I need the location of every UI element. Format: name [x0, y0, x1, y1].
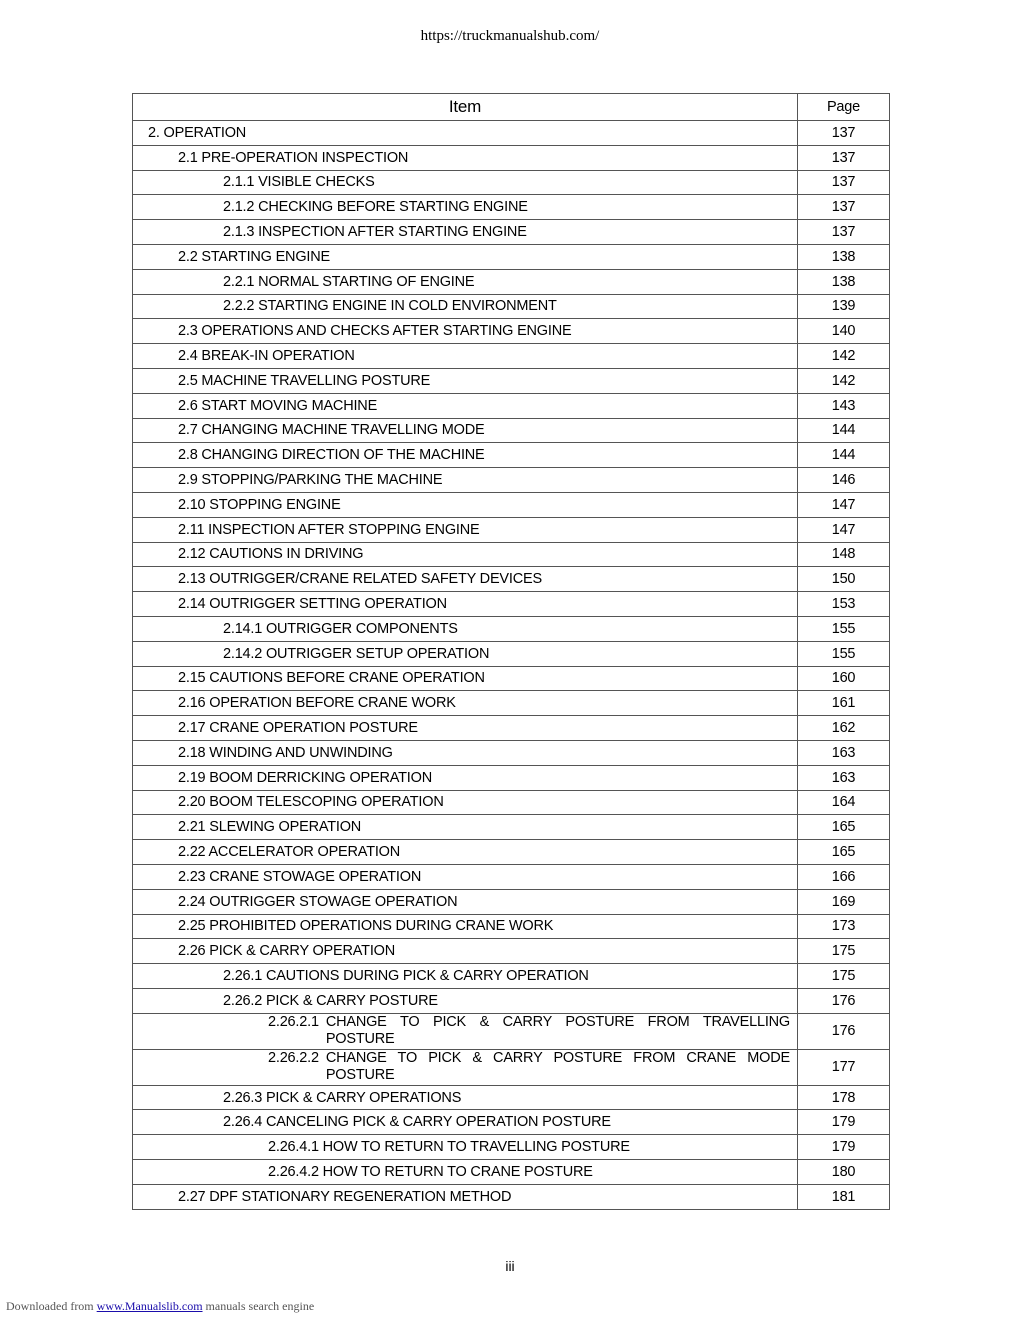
toc-page: 166 — [798, 864, 890, 889]
toc-row — [133, 840, 890, 865]
toc-page: 181 — [798, 1184, 890, 1209]
toc-row — [133, 616, 890, 641]
toc-row — [133, 964, 890, 989]
toc-item: 2.2 STARTING ENGINE — [133, 244, 798, 269]
toc-row — [133, 368, 890, 393]
toc-row — [133, 1184, 890, 1209]
toc-item: 2.26.1 CAUTIONS DURING PICK & CARRY OPERATION — [133, 964, 798, 989]
toc-page: 143 — [798, 393, 890, 418]
toc-item — [133, 1013, 798, 1049]
toc-row — [133, 170, 890, 195]
toc-page: 138 — [798, 244, 890, 269]
toc-row — [133, 740, 890, 765]
toc-row — [133, 716, 890, 741]
toc-item: 2.8 CHANGING DIRECTION OF THE MACHINE — [133, 443, 798, 468]
toc-page: 176 — [798, 988, 890, 1013]
toc-item: 2.17 CRANE OPERATION POSTURE — [133, 716, 798, 741]
toc-row — [133, 1049, 890, 1085]
toc-row — [133, 145, 890, 170]
page-number: iii — [505, 1258, 515, 1274]
toc-page: 175 — [798, 964, 890, 989]
toc-page: 161 — [798, 691, 890, 716]
toc-row — [133, 443, 890, 468]
toc-row — [133, 220, 890, 245]
toc-body — [133, 121, 890, 1210]
toc-row — [133, 567, 890, 592]
toc-page: 176 — [798, 1013, 890, 1049]
toc-row — [133, 864, 890, 889]
toc-item — [133, 1049, 798, 1085]
toc-row — [133, 517, 890, 542]
toc-item-number: 2.26.2.1 — [268, 1014, 319, 1031]
page-column-header: Page — [798, 94, 890, 121]
toc-item: 2.23 CRANE STOWAGE OPERATION — [133, 864, 798, 889]
toc-row — [133, 592, 890, 617]
toc-row — [133, 195, 890, 220]
toc-page: 165 — [798, 815, 890, 840]
toc-item: 2.1 PRE-OPERATION INSPECTION — [133, 145, 798, 170]
download-suffix: manuals search engine — [205, 1299, 315, 1313]
toc-row — [133, 988, 890, 1013]
toc-item: 2.5 MACHINE TRAVELLING POSTURE — [133, 368, 798, 393]
toc-row — [133, 1013, 890, 1049]
toc-item: 2.13 OUTRIGGER/CRANE RELATED SAFETY DEVICES — [133, 567, 798, 592]
header-url: https://truckmanualshub.com/ — [420, 28, 600, 44]
toc-page: 137 — [798, 170, 890, 195]
download-notice — [6, 1299, 314, 1314]
toc-item: 2.1.1 VISIBLE CHECKS — [133, 170, 798, 195]
toc-row — [133, 121, 890, 146]
toc-row — [133, 914, 890, 939]
toc-item: 2.4 BREAK-IN OPERATION — [133, 344, 798, 369]
toc-row — [133, 691, 890, 716]
toc-row — [133, 244, 890, 269]
toc-item: 2.20 BOOM TELESCOPING OPERATION — [133, 790, 798, 815]
toc-page: 142 — [798, 368, 890, 393]
toc-page: 138 — [798, 269, 890, 294]
toc-item-line1: CHANGE TO PICK & CARRY POSTURE FROM TRAVELLING — [325, 1014, 790, 1031]
toc-page: 140 — [798, 319, 890, 344]
toc-page: 177 — [798, 1049, 890, 1085]
toc-row — [133, 542, 890, 567]
toc-page: 179 — [798, 1135, 890, 1160]
toc-item: 2.11 INSPECTION AFTER STOPPING ENGINE — [133, 517, 798, 542]
toc-row — [133, 294, 890, 319]
toc-row — [133, 418, 890, 443]
toc-item: 2.2.2 STARTING ENGINE IN COLD ENVIRONMENT — [133, 294, 798, 319]
toc-item-wrapped — [268, 1014, 790, 1048]
toc-row — [133, 269, 890, 294]
toc-item: 2.25 PROHIBITED OPERATIONS DURING CRANE WORK — [133, 914, 798, 939]
toc-row — [133, 765, 890, 790]
toc-row — [133, 1110, 890, 1135]
toc-item-line2: POSTURE — [325, 1067, 395, 1084]
manualslib-link[interactable]: www.Manualslib.com — [96, 1299, 203, 1313]
toc-page: 147 — [798, 517, 890, 542]
toc-row — [133, 393, 890, 418]
toc-item: 2.3 OPERATIONS AND CHECKS AFTER STARTING ENGINE — [133, 319, 798, 344]
toc-item: 2.14 OUTRIGGER SETTING OPERATION — [133, 592, 798, 617]
toc-item: 2.22 ACCELERATOR OPERATION — [133, 840, 798, 865]
toc-page: 165 — [798, 840, 890, 865]
toc-row — [133, 641, 890, 666]
toc-header-row — [133, 94, 890, 121]
toc-item: 2.9 STOPPING/PARKING THE MACHINE — [133, 468, 798, 493]
toc-row — [133, 666, 890, 691]
toc-item: 2.1.3 INSPECTION AFTER STARTING ENGINE — [133, 220, 798, 245]
toc-item: 2.14.1 OUTRIGGER COMPONENTS — [133, 616, 798, 641]
toc-page: 139 — [798, 294, 890, 319]
toc-item: 2.14.2 OUTRIGGER SETUP OPERATION — [133, 641, 798, 666]
toc-page: 155 — [798, 641, 890, 666]
toc-item: 2. OPERATION — [133, 121, 798, 146]
toc-row — [133, 1085, 890, 1110]
toc-page: 164 — [798, 790, 890, 815]
toc-page: 173 — [798, 914, 890, 939]
toc-item: 2.16 OPERATION BEFORE CRANE WORK — [133, 691, 798, 716]
toc-page: 142 — [798, 344, 890, 369]
toc-item: 2.15 CAUTIONS BEFORE CRANE OPERATION — [133, 666, 798, 691]
toc-page: 148 — [798, 542, 890, 567]
toc-item: 2.18 WINDING AND UNWINDING — [133, 740, 798, 765]
toc-item: 2.7 CHANGING MACHINE TRAVELLING MODE — [133, 418, 798, 443]
toc-page: 137 — [798, 121, 890, 146]
toc-row — [133, 1135, 890, 1160]
toc-page: 137 — [798, 220, 890, 245]
toc-row — [133, 492, 890, 517]
toc-item: 2.26.4.2 HOW TO RETURN TO CRANE POSTURE — [133, 1160, 798, 1185]
toc-page: 150 — [798, 567, 890, 592]
toc-page: 147 — [798, 492, 890, 517]
toc-row — [133, 815, 890, 840]
toc-item: 2.1.2 CHECKING BEFORE STARTING ENGINE — [133, 195, 798, 220]
toc-item: 2.21 SLEWING OPERATION — [133, 815, 798, 840]
item-column-header: Item — [133, 94, 798, 121]
toc-item: 2.24 OUTRIGGER STOWAGE OPERATION — [133, 889, 798, 914]
toc-page: 180 — [798, 1160, 890, 1185]
toc-row — [133, 468, 890, 493]
toc-row — [133, 319, 890, 344]
toc-row — [133, 939, 890, 964]
toc-page: 160 — [798, 666, 890, 691]
toc-page: 162 — [798, 716, 890, 741]
toc-table — [132, 93, 890, 1210]
toc-row — [133, 1160, 890, 1185]
toc-page: 178 — [798, 1085, 890, 1110]
toc-page: 175 — [798, 939, 890, 964]
toc-page: 163 — [798, 765, 890, 790]
toc-item-line1: CHANGE TO PICK & CARRY POSTURE FROM CRANE MODE — [325, 1050, 790, 1067]
toc-item: 2.10 STOPPING ENGINE — [133, 492, 798, 517]
toc-item: 2.26.4 CANCELING PICK & CARRY OPERATION POSTURE — [133, 1110, 798, 1135]
toc-item: 2.26.3 PICK & CARRY OPERATIONS — [133, 1085, 798, 1110]
toc-page: 163 — [798, 740, 890, 765]
toc-item: 2.26 PICK & CARRY OPERATION — [133, 939, 798, 964]
toc-row — [133, 889, 890, 914]
toc-row — [133, 790, 890, 815]
toc-item: 2.26.2 PICK & CARRY POSTURE — [133, 988, 798, 1013]
toc-item: 2.2.1 NORMAL STARTING OF ENGINE — [133, 269, 798, 294]
toc-item: 2.27 DPF STATIONARY REGENERATION METHOD — [133, 1184, 798, 1209]
toc-page: 155 — [798, 616, 890, 641]
toc-item: 2.26.4.1 HOW TO RETURN TO TRAVELLING POSTURE — [133, 1135, 798, 1160]
toc-page: 179 — [798, 1110, 890, 1135]
toc-item-wrapped — [268, 1050, 790, 1084]
toc-page: 137 — [798, 145, 890, 170]
toc-page: 144 — [798, 418, 890, 443]
toc-item: 2.19 BOOM DERRICKING OPERATION — [133, 765, 798, 790]
toc-page: 169 — [798, 889, 890, 914]
toc-page: 144 — [798, 443, 890, 468]
toc-row — [133, 344, 890, 369]
toc-item: 2.6 START MOVING MACHINE — [133, 393, 798, 418]
download-prefix: Downloaded from — [6, 1299, 94, 1313]
toc-item-line2: POSTURE — [325, 1031, 395, 1048]
toc-page: 146 — [798, 468, 890, 493]
toc-item-number: 2.26.2.2 — [268, 1050, 319, 1067]
toc-item: 2.12 CAUTIONS IN DRIVING — [133, 542, 798, 567]
toc-page: 153 — [798, 592, 890, 617]
toc-page: 137 — [798, 195, 890, 220]
